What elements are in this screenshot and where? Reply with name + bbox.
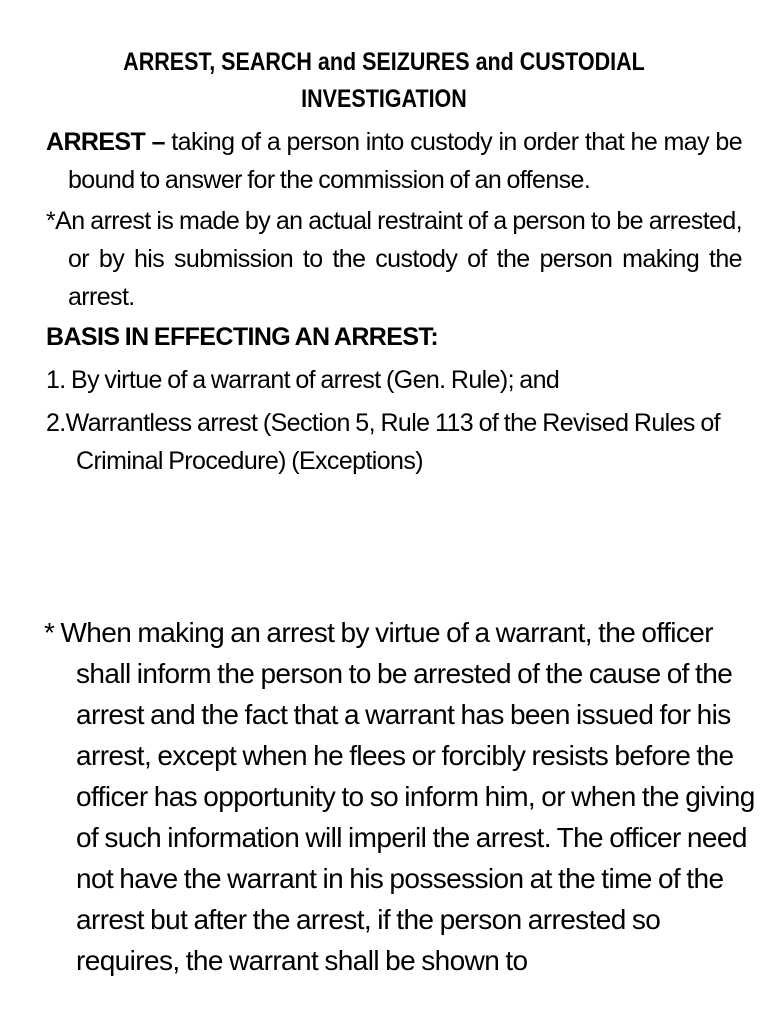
list-item: 2.Warrantless arrest (Section 5, Rule 113 of the Revised Rules of Criminal Procedure) (Exceptions) — [46, 409, 720, 475]
definition-text: taking of a person into custody in order that he may be bound to answer for the commission of an offense. — [68, 128, 742, 194]
title-line-2: INVESTIGATION — [301, 85, 467, 113]
arrest-definition — [46, 123, 742, 199]
title-line-1: ARREST, SEARCH and SEIZURES and CUSTODIAL — [123, 48, 645, 76]
definition-term: ARREST – — [46, 128, 165, 156]
basis-heading: BASIS IN EFFECTING AN ARREST: — [46, 323, 439, 351]
basis-list — [46, 361, 720, 480]
list-item: 1. By virtue of a warrant of arrest (Gen. Rule); and — [46, 366, 560, 394]
warrant-note: * When making an arrest by virtue of a warrant, the officer shall inform the person to be arrested of the cause of the arrest and the fact that a warrant has been issued for his arrest, except when he flees or forcibly resists before the officer has opportunity to so inform him, or when the giving of such information will imperil the arrest. The officer need not have the warrant in his possession at the time of the arrest but after the arrest, if the person arrested so requires, the warrant shall be shown to — [44, 617, 755, 976]
arrest-note: *An arrest is made by an actual restraint of a person to be arrested, or by his submission to the custody of the person making the arrest. — [46, 207, 742, 311]
document-title — [88, 44, 680, 118]
